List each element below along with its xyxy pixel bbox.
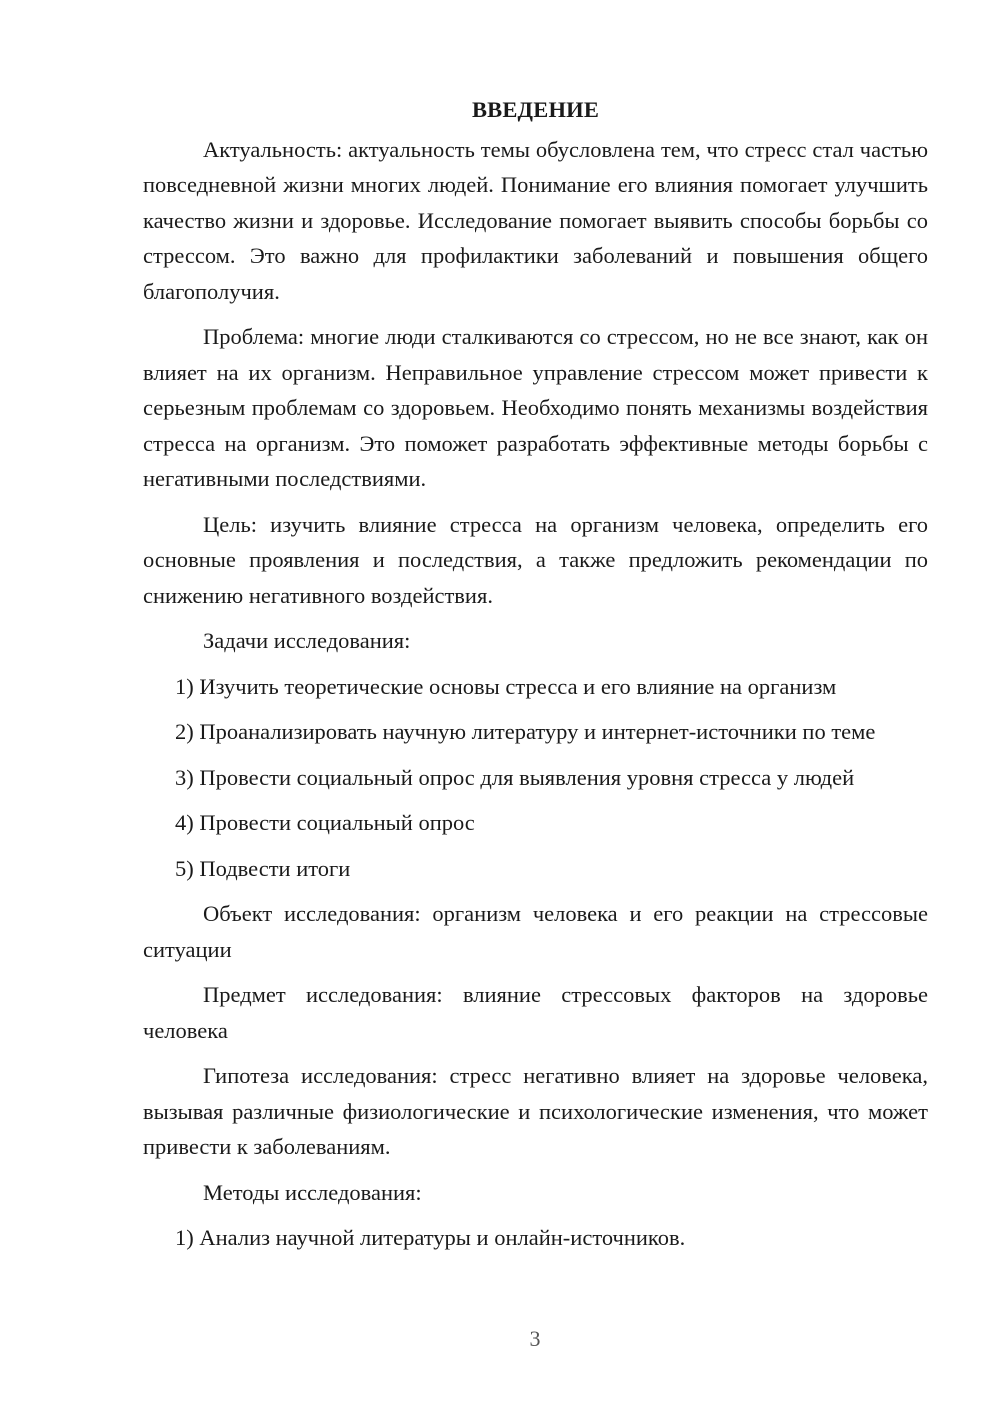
task-item-2: 2) Проанализировать научную литературу и интернет-источники по теме <box>175 719 876 744</box>
paragraph-problem: Проблема: многие люди сталкиваются со стрессом, но не все знают, как он влияет на их организм. Неправильное управление стрессом может привести к серьезным проблемам со здоровьем. Необходимо понять механизмы воздействия стресса на организм. Это поможет разработать эффективные методы борьбы с негативными последствиями. <box>143 324 928 491</box>
paragraph-relevance: Актуальность: актуальность темы обусловлена тем, что стресс стал частью повседневной жизни многих людей. Понимание его влияния помогает улучшить качество жизни и здоровье. Исследование помогает выявить способы борьбы со стрессом. Это важно для профилактики заболеваний и повышения общего благополучия. <box>143 136 928 304</box>
paragraph-subject: Предмет исследования: влияние стрессовых факторов на здоровье человека <box>143 982 928 1043</box>
section-title: ВВЕДЕНИЕ <box>471 97 600 122</box>
paragraph-object: Объект исследования: организм человека и его реакции на стрессовые ситуации <box>143 901 928 962</box>
task-item-3: 3) Провести социальный опрос для выявления уровня стресса у людей <box>175 764 855 790</box>
page-number: 3 <box>529 1326 541 1351</box>
document-body <box>143 92 928 1266</box>
task-item-5: 5) Подвести итоги <box>175 855 351 881</box>
paragraph-hypothesis: Гипотеза исследования: стресс негативно влияет на здоровье человека, вызывая различные физиологические и психологические изменения, что может привести к заболеваниям. <box>143 1063 928 1159</box>
task-item-4: 4) Провести социальный опрос <box>175 810 475 835</box>
tasks-label: Задачи исследования: <box>203 628 411 653</box>
paragraph-goal: Цель: изучить влияние стресса на организм человека, определить его основные проявления и последствия, а также предложить рекомендации по снижению негативного воздействия. <box>143 511 928 608</box>
task-item-1: 1) Изучить теоретические основы стресса и его влияние на организм <box>175 673 837 699</box>
methods-label: Методы исследования: <box>203 1179 422 1205</box>
method-item-1: 1) Анализ научной литературы и онлайн-источников. <box>175 1225 686 1250</box>
